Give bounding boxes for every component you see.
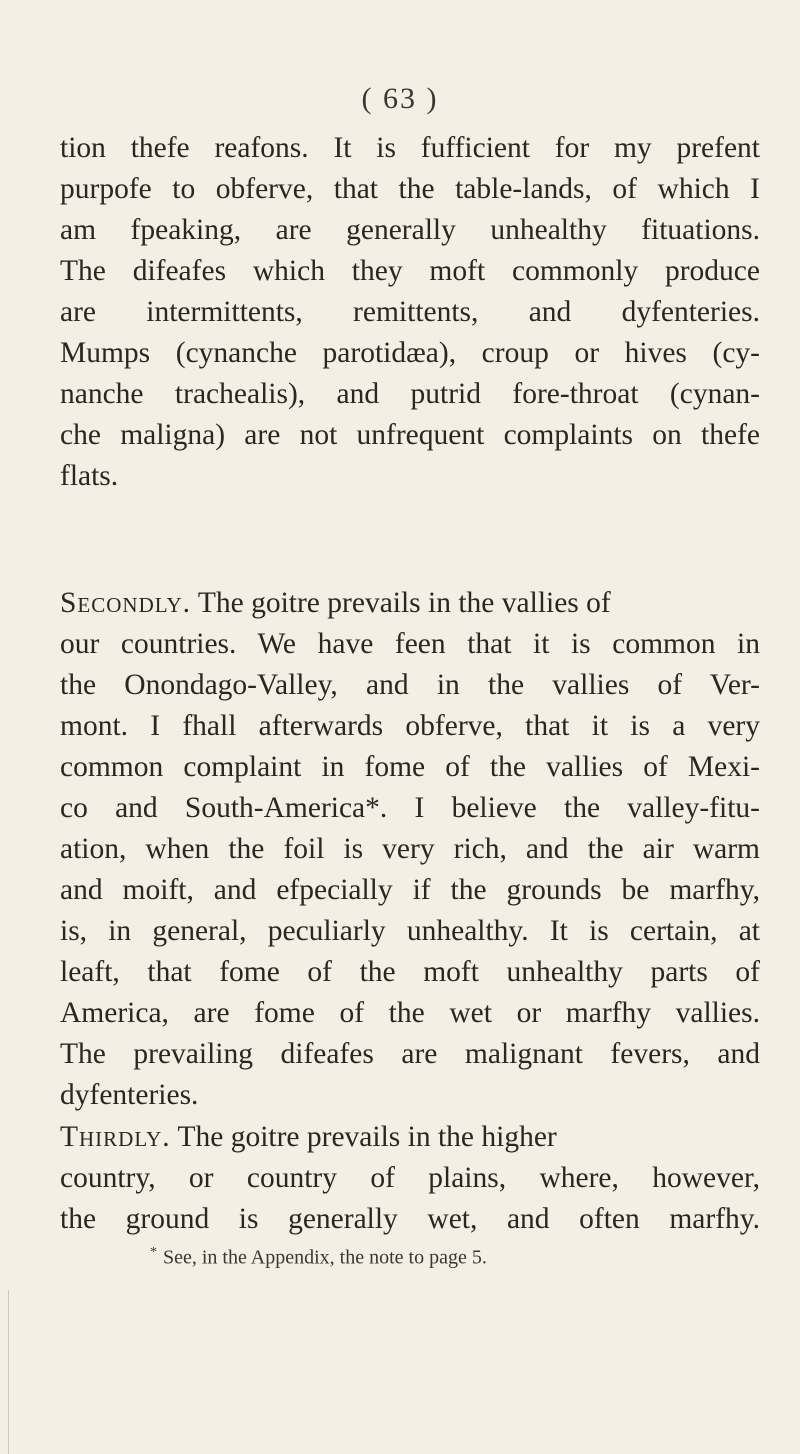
text-line: our countries. We have feen that it is common in <box>60 628 760 660</box>
text-line: am fpeaking, are generally unhealthy fituations. <box>60 214 760 246</box>
page-number: ( 63 ) <box>361 82 439 115</box>
text-line: are intermittents, remittents, and dyfenteries. <box>60 296 760 328</box>
text-line: The prevailing difeafes are malignant fevers, and <box>60 1038 760 1070</box>
text-line-lead <box>60 1117 760 1158</box>
text-line: tion thefe reafons. It is fufficient for my prefent <box>60 132 760 164</box>
text-line: leaft, that fome of the moft unhealthy parts of <box>60 956 760 988</box>
text-line-lead <box>60 583 760 624</box>
text-line: America, are fome of the wet or marfhy vallies. <box>60 997 760 1029</box>
text-line: flats. <box>60 460 119 492</box>
text-line: and moift, and efpecially if the grounds be marfhy, <box>60 874 760 906</box>
footnote-mark: * <box>150 1245 157 1260</box>
footnote <box>150 1245 487 1270</box>
text-line: co and South-America*. I believe the valley-fitu- <box>60 792 760 824</box>
text-line: che maligna) are not unfrequent complaints on thefe <box>60 419 760 451</box>
footnote-text: See, in the Appendix, the note to page 5. <box>163 1246 487 1269</box>
text-line: dyfenteries. <box>60 1079 199 1111</box>
text-line: purpofe to obferve, that the table-lands, of which I <box>60 173 760 205</box>
text-line: the ground is generally wet, and often marfhy. <box>60 1203 760 1235</box>
paragraph-2 <box>60 583 760 1116</box>
text-line: common complaint in fome of the vallies of Mexi- <box>60 751 760 783</box>
section-heading-secondly: Secondly. <box>60 587 192 619</box>
text-line: mont. I fhall afterwards obferve, that it is a very <box>60 710 760 742</box>
text-line: is, in general, peculiarly unhealthy. It is certain, at <box>60 915 760 947</box>
page-edge-line <box>8 1290 9 1454</box>
text-fragment: The goitre prevails in the higher <box>170 1121 557 1153</box>
text-line: ation, when the foil is very rich, and the air warm <box>60 833 760 865</box>
section-heading-thirdly: Thirdly. <box>60 1121 171 1153</box>
paragraph-1 <box>60 128 760 497</box>
paragraph-3 <box>60 1117 760 1240</box>
text-line: the Onondago-Valley, and in the vallies of Ver- <box>60 669 760 701</box>
text-line: The difeafes which they moft commonly produce <box>60 255 760 287</box>
text-line: country, or country of plains, where, however, <box>60 1162 760 1194</box>
text-fragment: The goitre prevails in the vallies of <box>191 587 611 619</box>
text-line: nanche trachealis), and putrid fore-throat (cynan- <box>60 378 760 410</box>
text-line: Mumps (cynanche parotidæa), croup or hives (cy- <box>60 337 760 369</box>
